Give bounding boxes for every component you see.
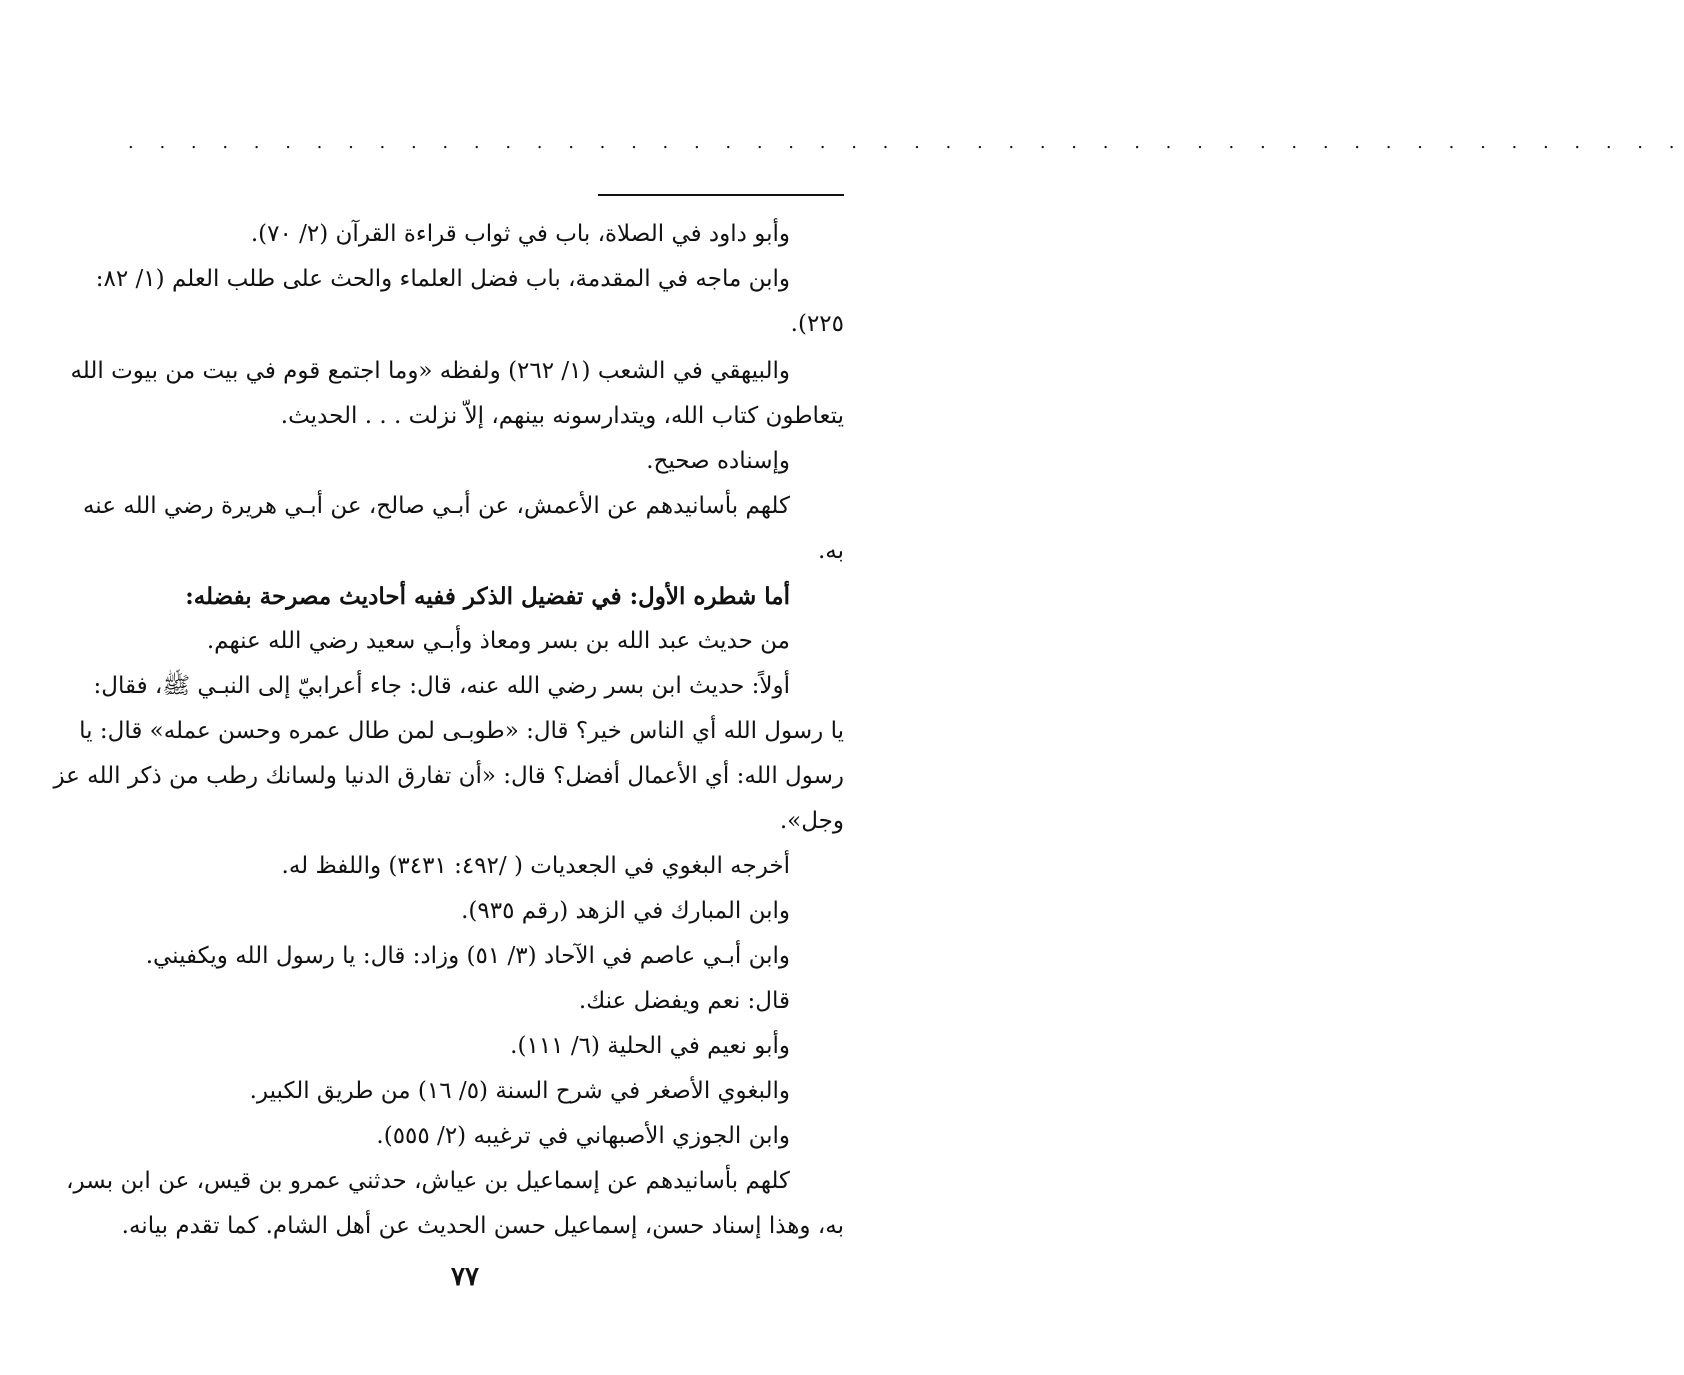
text-line: وابن ماجه في المقدمة، باب فضل العلماء والحث على طلب العلم (١/ ٨٢: <box>95 266 790 292</box>
text-line: وابن أبـي عاصم في الآحاد (٣/ ٥١) وزاد: قال: يا رسول الله ويكفيني. <box>145 943 790 969</box>
footnote-rule <box>598 194 844 196</box>
text-line: أولاً: حديث ابن بسر رضي الله عنه، قال: جاء أعرابيّ إلى النبـي ﷺ، فقال: <box>93 673 790 699</box>
text-line: كلهم بأسانيدهم عن إسماعيل بن عياش، حدثني عمرو بن قيس، عن ابن بسر، <box>66 1168 790 1194</box>
text-line: يا رسول الله أي الناس خير؟ قال: «طوبـى لمن طال عمره وحسن عمله» قال: يا <box>79 718 844 744</box>
text-line: والبغوي الأصغر في شرح السنة (٥/ ١٦) من طريق الكبير. <box>249 1078 790 1104</box>
text-line: كلهم بأسانيدهم عن الأعمش، عن أبـي صالح، عن أبـي هريرة رضي الله عنه <box>82 493 790 519</box>
text-line: به. <box>817 538 844 564</box>
text-line: ٢٢٥). <box>790 311 844 337</box>
text-line: به، وهذا إسناد حسن، إسماعيل حسن الحديث عن أهل الشام. كما تقدم بيانه. <box>121 1213 844 1239</box>
text-line: والبيهقي في الشعب (١/ ٢٦٢) ولفظه «وما اجتمع قوم في بيت من بيوت الله <box>70 358 790 384</box>
text-line: قال: نعم ويفضل عنك. <box>578 988 790 1014</box>
text-line: أخرجه البغوي في الجعديات ( /٤٩٢: ٣٤٣١) واللفظ له. <box>281 853 790 879</box>
section-heading: أما شطره الأول: في تفضيل الذكر ففيه أحاديث مصرحة بفضله: <box>185 583 790 610</box>
text-line: وابن الجوزي الأصبهاني في ترغيبه (٢/ ٥٥٥). <box>376 1123 790 1149</box>
text-line: وجل». <box>779 808 844 834</box>
text-line: من حديث عبد الله بن بسر ومعاذ وأبـي سعيد رضي الله عنهم. <box>206 628 790 654</box>
page-text <box>53 212 844 1249</box>
page-number: ٧٧ <box>451 1262 479 1292</box>
text-line: وابن المبارك في الزهد (رقم ٩٣٥). <box>461 898 790 924</box>
separator-dots: . . . . . . . . . . . . . . . . . . . . . . . . . . . . . . . . . . . . . . . . . . . . . . . . . . <box>128 132 1684 153</box>
text-line: وأبو نعيم في الحلية (٦/ ١١١). <box>510 1033 790 1059</box>
text-line: وأبو داود في الصلاة، باب في ثواب قراءة القرآن (٢/ ٧٠). <box>250 221 790 247</box>
text-line: يتعاطون كتاب الله، ويتدارسونه بينهم، إلاّ نزلت . . . الحديث. <box>280 403 844 429</box>
text-line: رسول الله: أي الأعمال أفضل؟ قال: «أن تفارق الدنيا ولسانك رطب من ذكر الله عز <box>53 763 844 789</box>
text-line: وإسناده صحيح. <box>646 448 790 474</box>
